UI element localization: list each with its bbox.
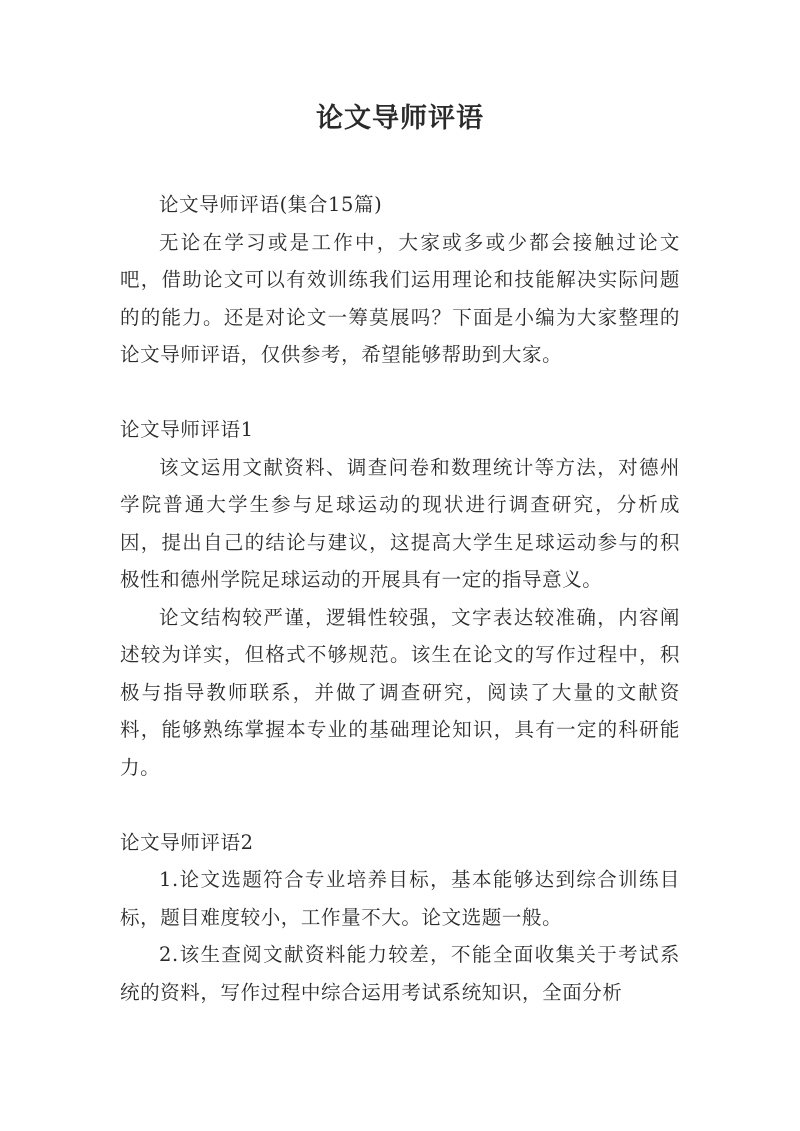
section-heading: 论文导师评语1 <box>120 418 254 441</box>
document-subtitle: 论文导师评语(集合15篇) <box>159 193 383 216</box>
section-1 <box>120 411 680 786</box>
section-paragraph: 2.该生查阅文献资料能力较差，不能全面收集关于考试系统的资料，写作过程中综合运用考试系统知识，全面分析 <box>120 943 680 1004</box>
section-heading: 论文导师评语2 <box>120 830 254 854</box>
spacer <box>120 374 680 412</box>
document-title: 论文导师评语 <box>316 103 484 134</box>
section-paragraph: 该文运用文献资料、调查问卷和数理统计等方法，对德州学院普通大学生参与足球运动的现状进行调查研究，分析成因，提出自己的结论与建议，这提高大学生足球运动参与的积极性和德州学院足球运动的开展具有一定的指导意义。 <box>120 455 680 591</box>
section-paragraph: 论文结构较严谨，逻辑性较强，文字表达较准确，内容阐述较为详实，但格式不够规范。该生在论文的写作过程中，积极与指导教师联系，并做了调查研究，阅读了大量的文献资料，能够熟练掌握本专业的基础理论知识，具有一定的科研能力。 <box>120 605 680 779</box>
intro-paragraph: 无论在学习或是工作中，大家或多或少都会接触过论文吧，借助论文可以有效训练我们运用理论和技能解决实际问题的的能力。还是对论文一筹莫展吗？下面是小编为大家整理的论文导师评语，仅供参考，希望能够帮助到大家。 <box>120 230 680 366</box>
section-paragraph: 1.论文选题符合专业培养目标，基本能够达到综合训练目标，题目难度较小，工作量不大。论文选题一般。 <box>120 868 680 929</box>
spacer <box>120 786 680 824</box>
section-2 <box>120 824 680 1012</box>
document-body <box>120 186 680 1011</box>
